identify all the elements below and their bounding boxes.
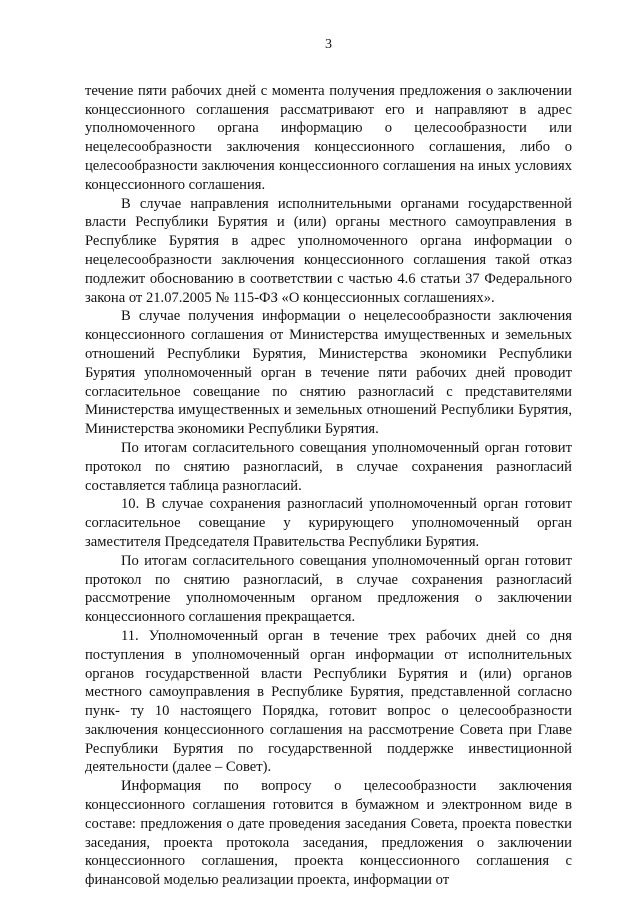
paragraph-6: По итогам согласительного совещания уполномоченный орган готовит протокол по снятию разногласий, в случае сохранения разногласий рассмотрение уполномоченным органом предложения о заключении концессионного соглашения прекращается.	[85, 552, 572, 626]
paragraph-7: 11. Уполномоченный орган в течение трех рабочих дней со дня поступления в уполномоченный орган информации от исполнительных органов государственной власти Республики Бурятия и (или) органов местного самоуправления в Республике Бурятия, представленной согласно пунк- ту 10 настоящего Порядка, готовит вопрос о целесообразности заключения концессионного соглашения на рассмотрение Совета при Главе Республики Бурятия по государственной поддержке инвестиционной деятельности (далее – Совет).	[85, 627, 572, 776]
document-page	[85, 36, 572, 890]
paragraph-2: В случае направления исполнительными органами государственной власти Республики Бурятия и (или) органы местного самоуправления в Республике Бурятия в адрес уполномоченного органа информации о нецелесообразности заключения концессионного соглашения такой отказ подлежит обоснованию в соответствии с частью 4.6 статьи 37 Федерального закона от 21.07.2005 № 115-ФЗ «О концессионных соглашениях».	[85, 195, 572, 306]
paragraph-4: По итогам согласительного совещания уполномоченный орган готовит протокол по снятию разногласий, в случае сохранения разногласий составляется таблица разногласий.	[85, 439, 572, 494]
paragraph-3: В случае получения информации о нецелесообразности заключения концессионного соглашения от Министерства имущественных и земельных отношений Республики Бурятия, Министерства экономики Республики Бурятия уполномоченный орган в течение пяти рабочих дней проводит согласительное совещание по снятию разногласий с представителями Министерства имущественных и земельных отношений Республики Бурятия, Министерства экономики Республики Бурятия.	[85, 308, 572, 438]
paragraph-1: течение пяти рабочих дней с момента получения предложения о заключении концессионного соглашения рассматривают его и направляют в адрес уполномоченного органа информацию о целесообразности или нецелесообразности заключения концессионного соглашения, либо о целесообразности заключения концессионного соглашения на иных условиях концессионного соглашения.	[85, 82, 572, 193]
page-number: 3	[325, 37, 332, 52]
paragraph-8: Информация по вопросу о целесообразности заключения концессионного соглашения готовится в бумажном и электронном виде в составе: предложения о дате проведения заседания Совета, проекта повестки заседания, проекта протокола заседания, предложения о заключении концессионного соглашения, проекта концессионного соглашения с финансовой моделью реализации проекта, информации от	[85, 778, 572, 889]
paragraph-5: 10. В случае сохранения разногласий уполномоченный орган готовит согласительное совещание у курирующего уполномоченный орган заместителя Председателя Правительства Республики Бурятия.	[85, 496, 572, 550]
